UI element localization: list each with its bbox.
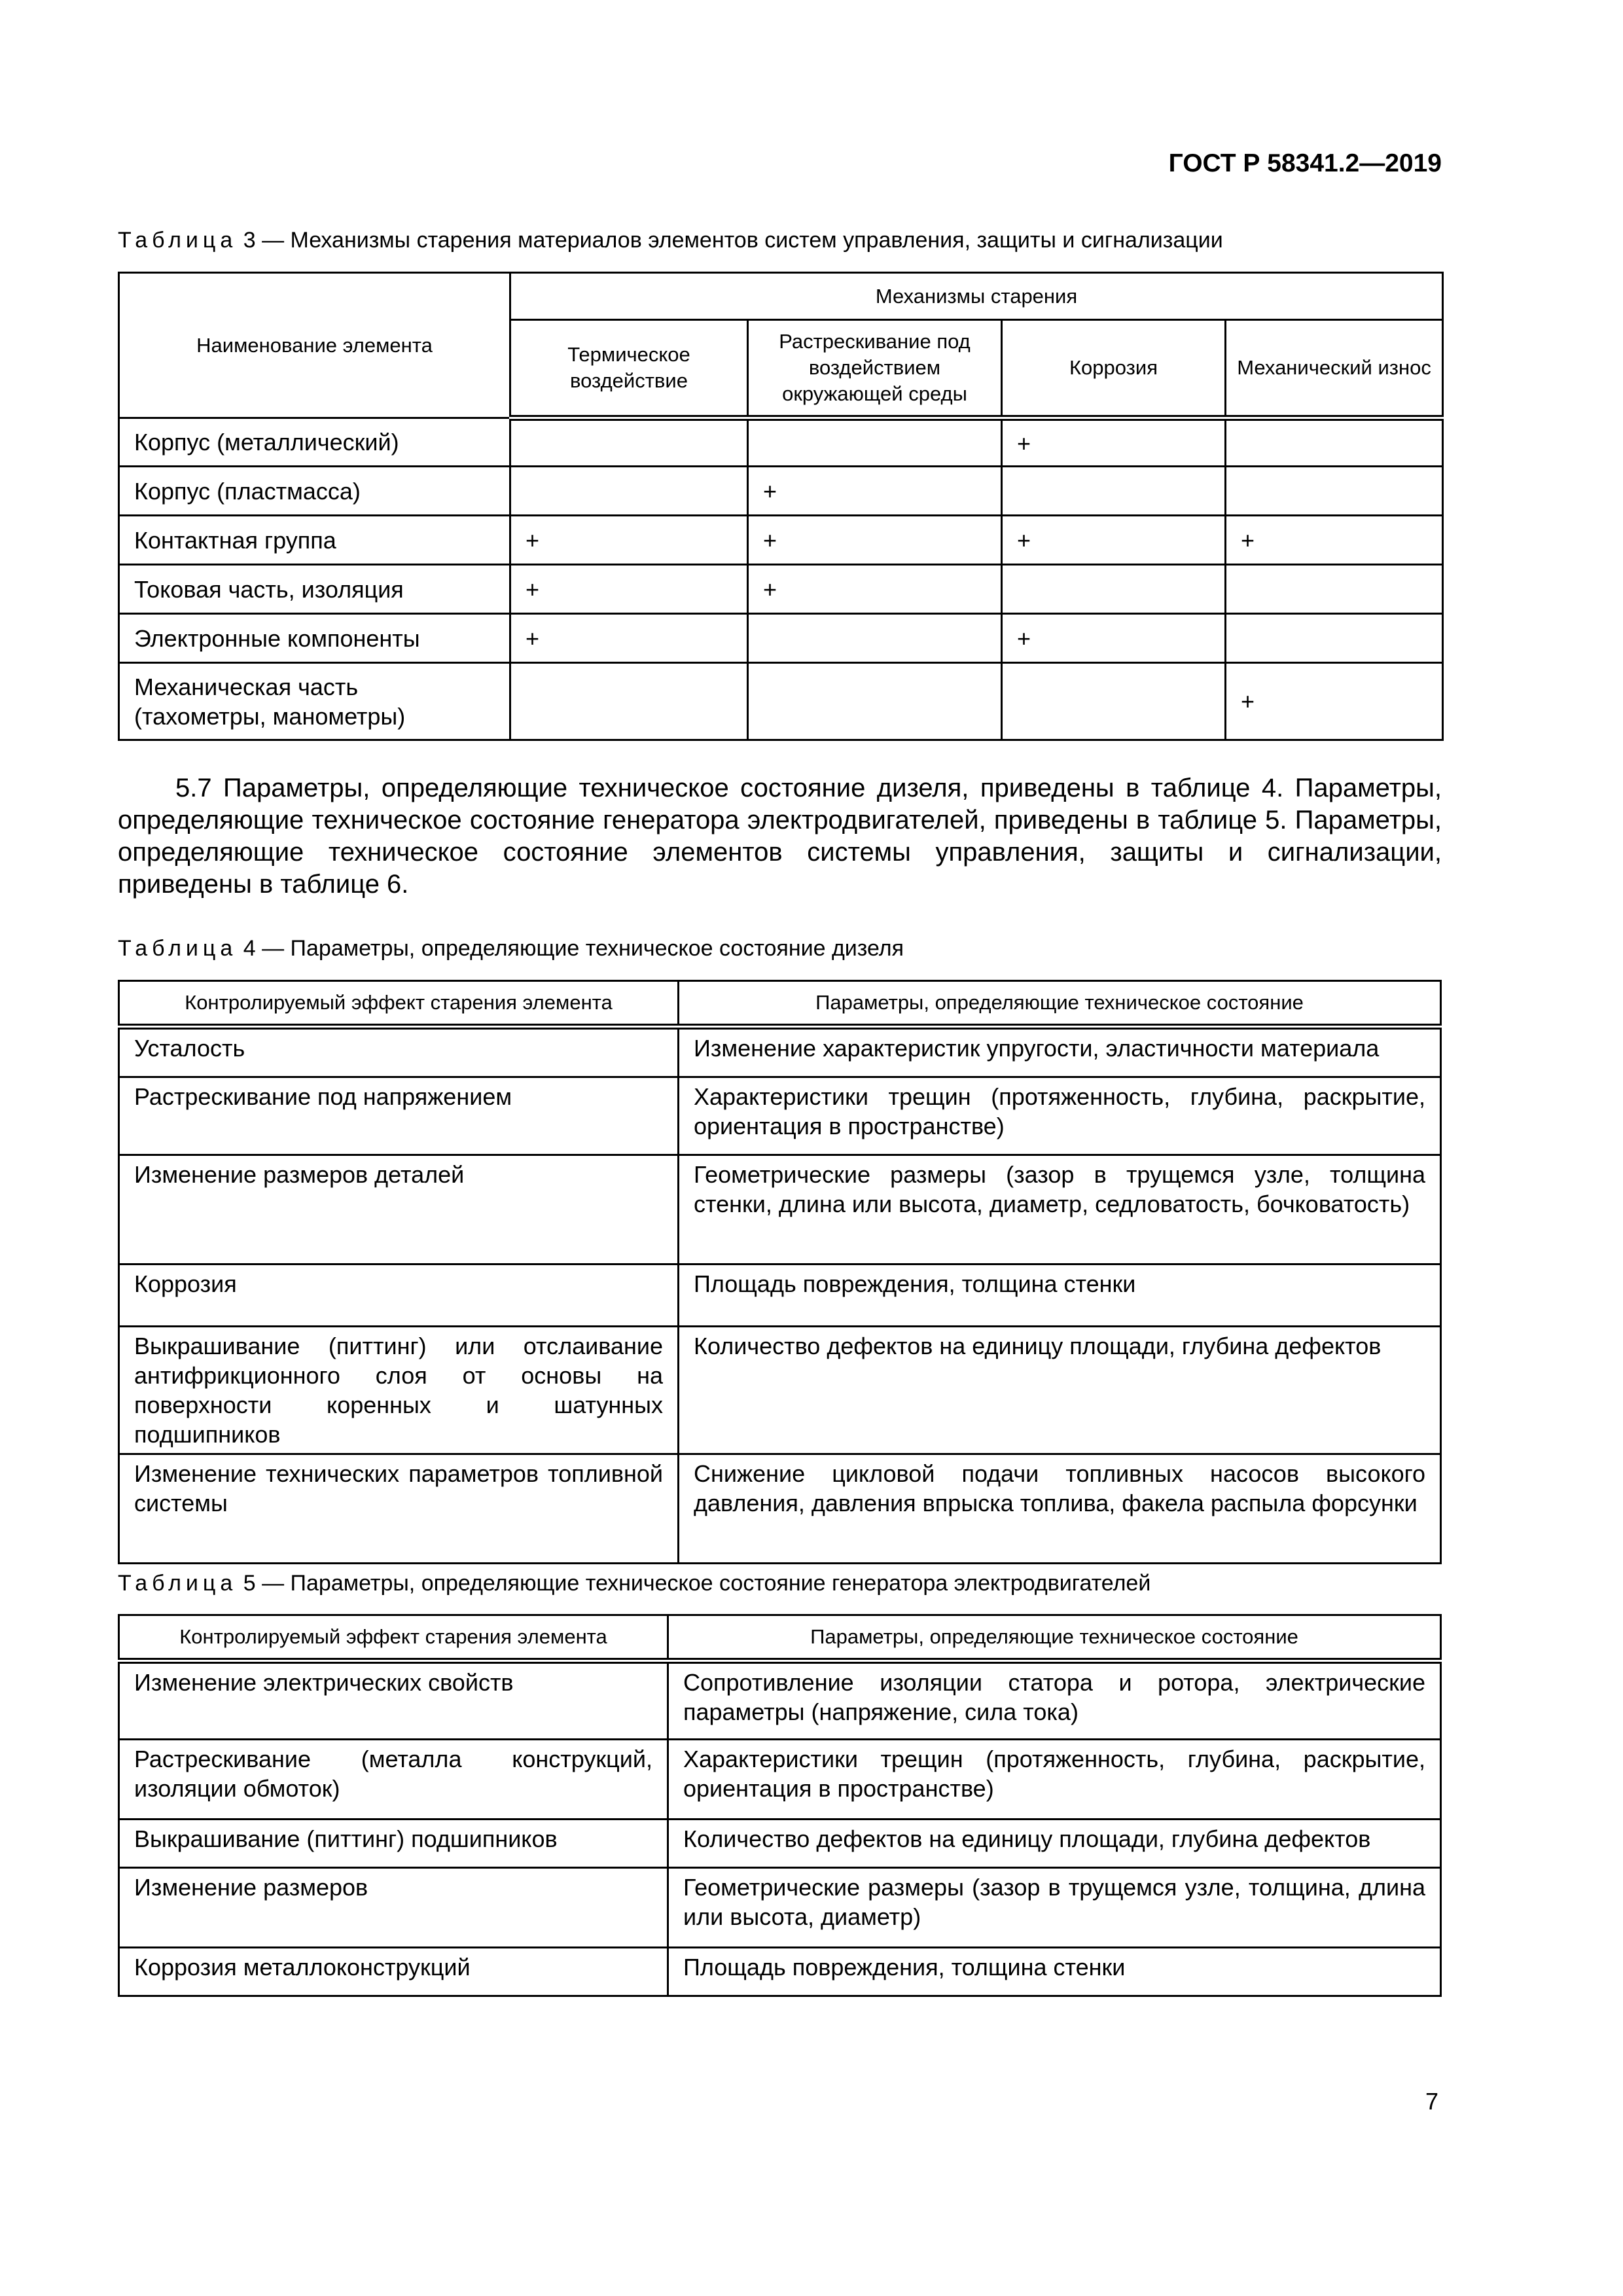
- effect-cell: Выкрашивание (питтинг) или отслаивание антифрикционного слоя от основы на поверхности коренных и шатунных подшипников: [119, 1327, 679, 1454]
- mark-cell: +: [510, 516, 748, 565]
- table4-caption: [118, 936, 904, 961]
- table5-caption: [118, 1571, 1150, 1596]
- parameters-cell: Геометрические размеры (зазор в трущемся узле, толщина стенки, длина или высота, диаметр, седловатость, бочковатость): [679, 1155, 1441, 1265]
- parameters-cell: Характеристики трещин (протяженность, глубина, раскрытие, ориентация в пространстве): [668, 1740, 1441, 1820]
- table3-caption: [118, 228, 1223, 253]
- table-row: [119, 663, 1443, 740]
- mark-cell: +: [1226, 516, 1443, 565]
- effect-cell: Выкрашивание (питтинг) подшипников: [119, 1820, 668, 1868]
- mark-cell: [1002, 467, 1226, 516]
- col-header: Механический износ: [1226, 320, 1443, 418]
- effect-cell: Усталость: [119, 1027, 679, 1077]
- mark-cell: [1226, 565, 1443, 614]
- col-header: Контролируемый эффект старения элемента: [119, 1615, 668, 1661]
- table-row: [119, 1868, 1441, 1948]
- col-header-name: Наименование элемента: [119, 273, 510, 418]
- parameters-cell: Снижение цикловой подачи топливных насосов высокого давления, давления впрыска топлива, факела распыла форсунки: [679, 1454, 1441, 1564]
- mark-cell: +: [1002, 516, 1226, 565]
- table-row: [119, 1265, 1441, 1327]
- document-id: ГОСТ Р 58341.2—2019: [1168, 149, 1442, 177]
- table-row: [119, 1820, 1441, 1868]
- mark-cell: [510, 467, 748, 516]
- parameters-cell: Сопротивление изоляции статора и ротора, электрические параметры (напряжение, сила тока): [668, 1661, 1441, 1740]
- table-row: [119, 1327, 1441, 1454]
- mark-cell: [1226, 418, 1443, 467]
- mark-cell: [510, 663, 748, 740]
- table-row: [119, 467, 1443, 516]
- parameters-cell: Количество дефектов на единицу площади, глубина дефектов: [679, 1327, 1441, 1454]
- caption-word: Таблица: [118, 936, 238, 961]
- mark-cell: [1226, 614, 1443, 663]
- mark-cell: +: [748, 516, 1002, 565]
- page-number: 7: [1425, 2088, 1439, 2115]
- caption-word: Таблица: [118, 1571, 238, 1596]
- col-header: Параметры, определяющие техническое состояние: [679, 981, 1441, 1027]
- mark-cell: +: [1002, 418, 1226, 467]
- effect-cell: Коррозия металлоконструкций: [119, 1948, 668, 1996]
- mark-cell: [510, 418, 748, 467]
- table-row: [119, 565, 1443, 614]
- col-header: Контролируемый эффект старения элемента: [119, 981, 679, 1027]
- table-row: [119, 1740, 1441, 1820]
- table-row: [119, 1155, 1441, 1265]
- effect-cell: Изменение технических параметров топливной системы: [119, 1454, 679, 1564]
- mark-cell: +: [510, 614, 748, 663]
- mark-cell: [748, 663, 1002, 740]
- caption-text: 3 — Механизмы старения материалов элементов систем управления, защиты и сигнализации: [237, 228, 1223, 253]
- group-header: Механизмы старения: [510, 273, 1443, 320]
- table-row: [119, 1454, 1441, 1564]
- mark-cell: [748, 614, 1002, 663]
- table-row: [119, 614, 1443, 663]
- mark-cell: [1002, 565, 1226, 614]
- col-header: Растрескивание под воздействием окружающей среды: [748, 320, 1002, 418]
- mark-cell: +: [748, 467, 1002, 516]
- mark-cell: [1002, 663, 1226, 740]
- mark-cell: +: [1226, 663, 1443, 740]
- table-row: [119, 1077, 1441, 1155]
- table-row: [119, 1027, 1441, 1077]
- parameters-cell: Площадь повреждения, толщина стенки: [668, 1948, 1441, 1996]
- table3: [118, 272, 1444, 741]
- element-name-cell: Корпус (пластмасса): [119, 467, 510, 516]
- mark-cell: +: [1002, 614, 1226, 663]
- caption-text: 4 — Параметры, определяющие техническое состояние дизеля: [237, 936, 904, 961]
- effect-cell: Растрескивание под напряжением: [119, 1077, 679, 1155]
- table-row: [119, 516, 1443, 565]
- mark-cell: [748, 418, 1002, 467]
- mark-cell: [1226, 467, 1443, 516]
- table4: [118, 980, 1442, 1564]
- element-name-cell: Токовая часть, изоляция: [119, 565, 510, 614]
- parameters-cell: Характеристики трещин (протяженность, глубина, раскрытие, ориентация в пространстве): [679, 1077, 1441, 1155]
- col-header: Коррозия: [1002, 320, 1226, 418]
- parameters-cell: Изменение характеристик упругости, эластичности материала: [679, 1027, 1441, 1077]
- col-header: Параметры, определяющие техническое состояние: [668, 1615, 1441, 1661]
- table5: [118, 1614, 1442, 1997]
- parameters-cell: Площадь повреждения, толщина стенки: [679, 1265, 1441, 1327]
- effect-cell: Изменение размеров: [119, 1868, 668, 1948]
- element-name-cell: Корпус (металлический): [119, 418, 510, 467]
- effect-cell: Коррозия: [119, 1265, 679, 1327]
- paragraph-5-7: 5.7 Параметры, определяющие техническое состояние дизеля, приведены в таблице 4. Параметры, определяющие техническое состояние генератора электродвигателей, приведены в таблице 5. Параметры, определяющие техническое состояние элементов системы управления, защиты и сигнализации, приведены в таблице 6.: [118, 774, 1442, 899]
- table-row: [119, 418, 1443, 467]
- mark-cell: +: [748, 565, 1002, 614]
- effect-cell: Изменение размеров деталей: [119, 1155, 679, 1265]
- parameters-cell: Количество дефектов на единицу площади, глубина дефектов: [668, 1820, 1441, 1868]
- effect-cell: Растрескивание (металла конструкций, изоляции обмоток): [119, 1740, 668, 1820]
- caption-text: 5 — Параметры, определяющие техническое состояние генератора электродвигателей: [237, 1571, 1151, 1596]
- element-name-cell: Механическая часть (тахометры, манометры): [119, 663, 510, 740]
- caption-word: Таблица: [118, 228, 238, 253]
- parameters-cell: Геометрические размеры (зазор в трущемся узле, толщина, длина или высота, диаметр): [668, 1868, 1441, 1948]
- table-row: [119, 1948, 1441, 1996]
- effect-cell: Изменение электрических свойств: [119, 1661, 668, 1740]
- element-name-cell: Контактная группа: [119, 516, 510, 565]
- col-header: Термическое воздействие: [510, 320, 748, 418]
- table-row: [119, 1661, 1441, 1740]
- element-name-cell: Электронные компоненты: [119, 614, 510, 663]
- mark-cell: +: [510, 565, 748, 614]
